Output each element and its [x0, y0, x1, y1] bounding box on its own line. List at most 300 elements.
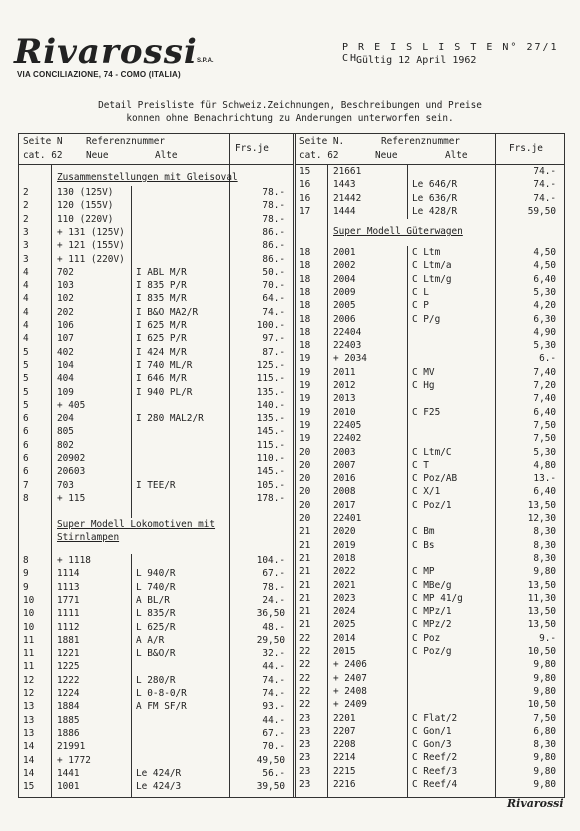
cell-seite: 3 — [23, 226, 29, 238]
cell-price: 6,30 — [533, 313, 556, 325]
cell-alte: A BL/R — [136, 594, 170, 606]
cell-seite: 20 — [299, 486, 311, 498]
cell-neue: 2023 — [333, 592, 356, 604]
cell-neue: 2020 — [333, 526, 356, 538]
cell-alte: I 280 MAL2/R — [136, 413, 204, 425]
header-cat: cat. 62 — [23, 150, 63, 161]
cell-seite: 6 — [23, 439, 29, 451]
cell-price: 10,50 — [527, 699, 556, 711]
cell-neue: 1112 — [57, 621, 80, 633]
table-row — [295, 366, 564, 379]
cell-alte: C MBe/g — [412, 579, 452, 591]
table-row — [19, 292, 293, 305]
pricelist-title: P R E I S L I S T E N° 27/1 CH — [342, 42, 559, 64]
cell-seite: 21 — [299, 592, 311, 604]
cell-neue: 2003 — [333, 446, 356, 458]
header-seite: Seite N. — [299, 136, 345, 147]
cell-neue: 2018 — [333, 552, 356, 564]
cell-price: 145.- — [256, 426, 285, 438]
cell-neue: 2216 — [333, 779, 356, 790]
cell-seite: 18 — [299, 300, 311, 312]
cell-price: 9,80 — [533, 752, 556, 764]
cell-alte: I 835 P/R — [136, 280, 187, 292]
cell-alte: C Bm — [412, 526, 435, 538]
cell-seite: 4 — [23, 266, 29, 278]
cell-neue: 2215 — [333, 765, 356, 777]
cell-seite: 5 — [23, 399, 29, 411]
cell-seite: 21 — [299, 619, 311, 631]
cell-price: 4,90 — [533, 326, 556, 338]
cell-seite: 12 — [23, 674, 35, 686]
cell-price: 8,30 — [533, 739, 556, 751]
header-neue: Neue — [375, 150, 398, 161]
left-column — [19, 134, 293, 797]
cell-neue: 703 — [57, 479, 74, 491]
cell-seite: 18 — [299, 273, 311, 285]
cell-seite: 6 — [23, 413, 29, 425]
intro-line-1: Detail Preisliste für Schweiz.Zeichnungen, Beschreibungen und Preise — [98, 100, 482, 111]
cell-price: 87.- — [262, 346, 285, 358]
cell-price: 11,30 — [527, 592, 556, 604]
cell-price: 50.- — [262, 266, 285, 278]
table-row — [19, 727, 293, 740]
cell-neue: 202 — [57, 306, 74, 318]
cell-neue: 1222 — [57, 674, 80, 686]
cell-price: 115.- — [256, 439, 285, 451]
cell-seite: 11 — [23, 661, 35, 673]
table-row — [295, 765, 564, 778]
cell-price: 78.- — [262, 581, 285, 593]
intro-line-2: konnen ohne Benachrichtung zu Anderungen unterworfen sein. — [126, 113, 454, 124]
cell-price: 39,50 — [256, 781, 285, 793]
table-row — [295, 313, 564, 326]
table-row — [295, 485, 564, 498]
table-row — [295, 165, 564, 178]
cell-seite: 17 — [299, 205, 311, 217]
table-row — [295, 751, 564, 764]
cell-neue: 130 (125V) — [57, 187, 114, 198]
table-row — [295, 273, 564, 286]
cell-alte: I 625 M/R — [136, 320, 187, 331]
cell-price: 6.- — [539, 353, 556, 365]
cell-price: 9,80 — [533, 765, 556, 777]
cell-price: 4,20 — [533, 300, 556, 312]
cell-neue: 1884 — [57, 701, 80, 713]
cell-neue: + 2034 — [333, 353, 367, 365]
cell-price: 4,80 — [533, 459, 556, 471]
table-row — [295, 645, 564, 658]
cell-price: 9,80 — [533, 779, 556, 790]
table-row — [295, 392, 564, 405]
cell-neue: 2214 — [333, 752, 356, 764]
cell-seite: 23 — [299, 765, 311, 777]
table-row — [19, 226, 293, 239]
cell-seite: 21 — [299, 526, 311, 538]
table-row — [295, 539, 564, 552]
cell-price: 7,20 — [533, 380, 556, 391]
cell-neue: 1225 — [57, 661, 80, 673]
cell-seite: 13 — [23, 714, 35, 726]
table-row — [295, 205, 564, 218]
table-header — [19, 134, 293, 165]
cell-price: 10,50 — [527, 646, 556, 657]
section-title: Super Modell Güterwagen — [333, 226, 463, 237]
pricelist-date: Gültig 12 April 1962 — [356, 55, 477, 66]
table-row — [19, 607, 293, 620]
cell-seite: 19 — [299, 419, 311, 431]
cell-price: 9.- — [539, 632, 556, 644]
cell-alte: L B&O/R — [136, 648, 176, 660]
cell-price: 67.- — [262, 727, 285, 739]
cell-neue: 1881 — [57, 634, 80, 646]
cell-price: 7,40 — [533, 393, 556, 405]
cell-neue: 1885 — [57, 714, 80, 726]
table-row — [19, 492, 293, 505]
cell-seite: 20 — [299, 499, 311, 511]
table-row — [19, 372, 293, 385]
cell-alte: I TEE/R — [136, 479, 176, 491]
cell-price: 9,80 — [533, 672, 556, 684]
cell-seite: 4 — [23, 280, 29, 292]
cell-neue: 2016 — [333, 473, 356, 485]
cell-neue: 2010 — [333, 406, 356, 418]
cell-alte: C Flat/2 — [412, 712, 458, 724]
cell-price: 64.- — [262, 293, 285, 305]
cell-price: 13,50 — [527, 606, 556, 618]
cell-alte: I 625 P/R — [136, 333, 187, 345]
cell-alte: C Poz/AB — [412, 473, 458, 485]
table-row — [295, 406, 564, 419]
table-row — [295, 286, 564, 299]
cell-price: 178.- — [256, 492, 285, 504]
cell-neue: 1224 — [57, 688, 80, 699]
cell-neue: 1114 — [57, 568, 80, 580]
cell-seite: 20 — [299, 513, 311, 524]
cell-price: 67.- — [262, 568, 285, 580]
cell-price: 93.- — [262, 701, 285, 713]
cell-neue: 20603 — [57, 466, 86, 478]
cell-seite: 19 — [299, 366, 311, 378]
cell-seite: 20 — [299, 446, 311, 458]
table-row — [19, 306, 293, 319]
cell-alte: C Ltm/a — [412, 260, 452, 272]
table-row — [295, 579, 564, 592]
cell-neue: + 131 (125V) — [57, 226, 125, 238]
cell-neue: 2201 — [333, 712, 356, 724]
table-row — [19, 359, 293, 372]
table-row — [19, 647, 293, 660]
cell-neue: 2011 — [333, 366, 356, 378]
cell-seite: 22 — [299, 659, 311, 671]
cell-seite: 22 — [299, 685, 311, 697]
cell-alte: I 740 ML/R — [136, 359, 193, 371]
cell-seite: 18 — [299, 286, 311, 298]
brand-suffix: S.P.A. — [197, 58, 214, 64]
cell-seite: 10 — [23, 594, 35, 606]
cell-price: 125.- — [256, 359, 285, 371]
cell-seite: 4 — [23, 306, 29, 318]
table-row — [19, 687, 293, 700]
cell-seite: 5 — [23, 359, 29, 371]
cell-price: 59,50 — [527, 205, 556, 217]
cell-seite: 8 — [23, 555, 29, 566]
table-row — [19, 213, 293, 226]
cell-price: 100.- — [256, 320, 285, 331]
table-row — [295, 698, 564, 711]
cell-price: 74.- — [533, 166, 556, 177]
cell-seite: 5 — [23, 373, 29, 385]
cell-alte: A FM SF/R — [136, 701, 187, 713]
table-row — [295, 632, 564, 645]
cell-alte: C Gon/3 — [412, 739, 452, 751]
cell-seite: 6 — [23, 426, 29, 438]
price-table — [18, 133, 565, 798]
cell-seite: 5 — [23, 386, 29, 398]
cell-price: 78.- — [262, 213, 285, 225]
table-row — [19, 346, 293, 359]
table-row — [295, 299, 564, 312]
cell-seite: 22 — [299, 672, 311, 684]
cell-price: 105.- — [256, 479, 285, 491]
cell-price: 4,50 — [533, 247, 556, 258]
cell-price: 48.- — [262, 621, 285, 633]
cell-price: 135.- — [256, 413, 285, 425]
cell-alte: C Poz/1 — [412, 499, 452, 511]
cell-seite: 21 — [299, 539, 311, 551]
cell-price: 29,50 — [256, 634, 285, 646]
table-row — [295, 725, 564, 738]
cell-neue: + 2409 — [333, 699, 367, 711]
cell-price: 74.- — [262, 306, 285, 318]
cell-alte: L 835/R — [136, 608, 176, 620]
cell-neue: 204 — [57, 413, 74, 425]
cell-price: 74.- — [533, 192, 556, 204]
cell-alte: C Ltm — [412, 247, 441, 258]
cell-seite: 20 — [299, 473, 311, 485]
cell-price: 104.- — [256, 555, 285, 566]
header-price: Frs.je — [235, 143, 269, 154]
cell-neue: 1001 — [57, 781, 80, 793]
cell-seite: 14 — [23, 754, 35, 766]
table-row — [19, 767, 293, 780]
cell-alte: Le 636/R — [412, 192, 458, 204]
cell-neue: 805 — [57, 426, 74, 438]
table-row — [19, 199, 293, 212]
cell-seite: 12 — [23, 688, 35, 699]
cell-alte: Le 424/3 — [136, 781, 182, 793]
cell-price: 6,40 — [533, 273, 556, 285]
cell-price: 7,50 — [533, 433, 556, 445]
cell-seite: 6 — [23, 453, 29, 464]
cell-seite: 7 — [23, 479, 29, 491]
table-row — [19, 754, 293, 767]
cell-neue: 2001 — [333, 247, 356, 258]
cell-price: 13,50 — [527, 619, 556, 631]
cell-neue: 2208 — [333, 739, 356, 751]
cell-seite: 10 — [23, 621, 35, 633]
cell-seite: 21 — [299, 606, 311, 618]
cell-neue: 110 (220V) — [57, 213, 114, 225]
cell-alte: C MPz/2 — [412, 619, 452, 631]
header-alte: Alte — [445, 150, 468, 161]
cell-seite: 11 — [23, 634, 35, 646]
cell-price: 12,30 — [527, 513, 556, 524]
cell-alte: C Hg — [412, 380, 435, 391]
cell-alte: I B&O MA2/R — [136, 306, 199, 318]
table-row — [295, 658, 564, 671]
cell-alte: C MP 41/g — [412, 592, 463, 604]
cell-seite: 6 — [23, 466, 29, 478]
cell-price: 115.- — [256, 373, 285, 385]
cell-neue: 20902 — [57, 453, 86, 464]
table-row — [19, 740, 293, 753]
cell-neue: + 2408 — [333, 685, 367, 697]
cell-alte: C P — [412, 300, 429, 312]
table-row — [19, 239, 293, 252]
cell-price: 6,80 — [533, 725, 556, 737]
table-row — [295, 472, 564, 485]
cell-neue: 2008 — [333, 486, 356, 498]
cell-neue: 2007 — [333, 459, 356, 471]
cell-neue: 107 — [57, 333, 74, 345]
cell-alte: Le 646/R — [412, 179, 458, 191]
cell-neue: 104 — [57, 359, 74, 371]
cell-alte: C Ltm/g — [412, 273, 452, 285]
cell-neue: 2009 — [333, 286, 356, 298]
header-seite: Seite N — [23, 136, 63, 147]
cell-alte: A A/R — [136, 634, 165, 646]
cell-seite: 19 — [299, 433, 311, 445]
cell-alte: C MV — [412, 366, 435, 378]
cell-price: 6,40 — [533, 486, 556, 498]
right-column — [295, 134, 564, 797]
cell-seite: 2 — [23, 187, 29, 198]
cell-alte: I ABL M/R — [136, 266, 187, 278]
cell-neue: 2005 — [333, 300, 356, 312]
cell-price: 7,40 — [533, 366, 556, 378]
cell-seite: 18 — [299, 260, 311, 272]
cell-seite: 21 — [299, 552, 311, 564]
cell-seite: 23 — [299, 712, 311, 724]
cell-seite: 19 — [299, 406, 311, 418]
cell-neue: 1771 — [57, 594, 80, 606]
cell-alte: Le 424/R — [136, 767, 182, 779]
cell-alte: C Bs — [412, 539, 435, 551]
cell-neue: 22401 — [333, 513, 362, 524]
cell-seite: 2 — [23, 213, 29, 225]
cell-price: 9,80 — [533, 685, 556, 697]
cell-seite: 23 — [299, 725, 311, 737]
footer-brand: Rivarossi — [507, 797, 564, 810]
cell-price: 97.- — [262, 333, 285, 345]
cell-price: 36,50 — [256, 608, 285, 620]
cell-neue: 2207 — [333, 725, 356, 737]
cell-price: 13,50 — [527, 499, 556, 511]
cell-price: 13,50 — [527, 579, 556, 591]
cell-alte: L 0-8-0/R — [136, 688, 187, 699]
table-row — [295, 178, 564, 191]
table-row — [295, 712, 564, 725]
cell-neue: 21991 — [57, 741, 86, 753]
cell-seite: 3 — [23, 253, 29, 265]
cell-neue: 702 — [57, 266, 74, 278]
cell-neue: 106 — [57, 320, 74, 331]
cell-alte: C Poz — [412, 632, 441, 644]
cell-neue: 2004 — [333, 273, 356, 285]
cell-price: 5,30 — [533, 286, 556, 298]
cell-neue: 21442 — [333, 192, 362, 204]
cell-seite: 19 — [299, 353, 311, 365]
cell-neue: + 405 — [57, 399, 86, 411]
table-row — [19, 386, 293, 399]
cell-alte: C X/1 — [412, 486, 441, 498]
table-row — [19, 660, 293, 673]
cell-price: 7,50 — [533, 712, 556, 724]
cell-seite: 22 — [299, 699, 311, 711]
cell-seite: 19 — [299, 393, 311, 405]
header-neue: Neue — [86, 150, 109, 161]
header-alte: Alte — [155, 150, 178, 161]
cell-neue: + 115 — [57, 492, 86, 504]
table-row — [295, 512, 564, 525]
cell-alte: C Ltm/C — [412, 446, 452, 458]
cell-neue: 22405 — [333, 419, 362, 431]
table-row — [19, 452, 293, 465]
cell-neue: 22403 — [333, 340, 362, 352]
table-row — [19, 554, 293, 567]
cell-seite: 13 — [23, 701, 35, 713]
cell-alte: I 940 PL/R — [136, 386, 193, 398]
table-row — [295, 352, 564, 365]
cell-neue: 2024 — [333, 606, 356, 618]
cell-neue: 2025 — [333, 619, 356, 631]
cell-price: 86.- — [262, 226, 285, 238]
cell-price: 140.- — [256, 399, 285, 411]
cell-neue: 22404 — [333, 326, 362, 338]
table-row — [295, 459, 564, 472]
table-row — [295, 552, 564, 565]
cell-price: 8,30 — [533, 552, 556, 564]
cell-price: 78.- — [262, 187, 285, 198]
cell-seite: 14 — [23, 767, 35, 779]
table-row — [19, 581, 293, 594]
cell-neue: 2006 — [333, 313, 356, 325]
table-row — [19, 634, 293, 647]
cell-seite: 5 — [23, 346, 29, 358]
cell-seite: 2 — [23, 200, 29, 212]
table-row — [295, 339, 564, 352]
table-row — [19, 439, 293, 452]
cell-neue: 21661 — [333, 166, 362, 177]
column-divider — [293, 134, 294, 797]
cell-seite: 18 — [299, 326, 311, 338]
table-row — [19, 253, 293, 266]
cell-seite: 18 — [299, 247, 311, 258]
cell-neue: 1886 — [57, 727, 80, 739]
table-row — [19, 186, 293, 199]
table-row — [19, 780, 293, 793]
cell-neue: 2014 — [333, 632, 356, 644]
cell-alte: I 646 M/R — [136, 373, 187, 385]
cell-seite: 14 — [23, 741, 35, 753]
cell-seite: 20 — [299, 459, 311, 471]
cell-price: 86.- — [262, 240, 285, 252]
cell-alte: L 740/R — [136, 581, 176, 593]
table-row — [19, 621, 293, 634]
cell-neue: 1221 — [57, 648, 80, 660]
cell-price: 13.- — [533, 473, 556, 485]
cell-alte: C F25 — [412, 406, 441, 418]
